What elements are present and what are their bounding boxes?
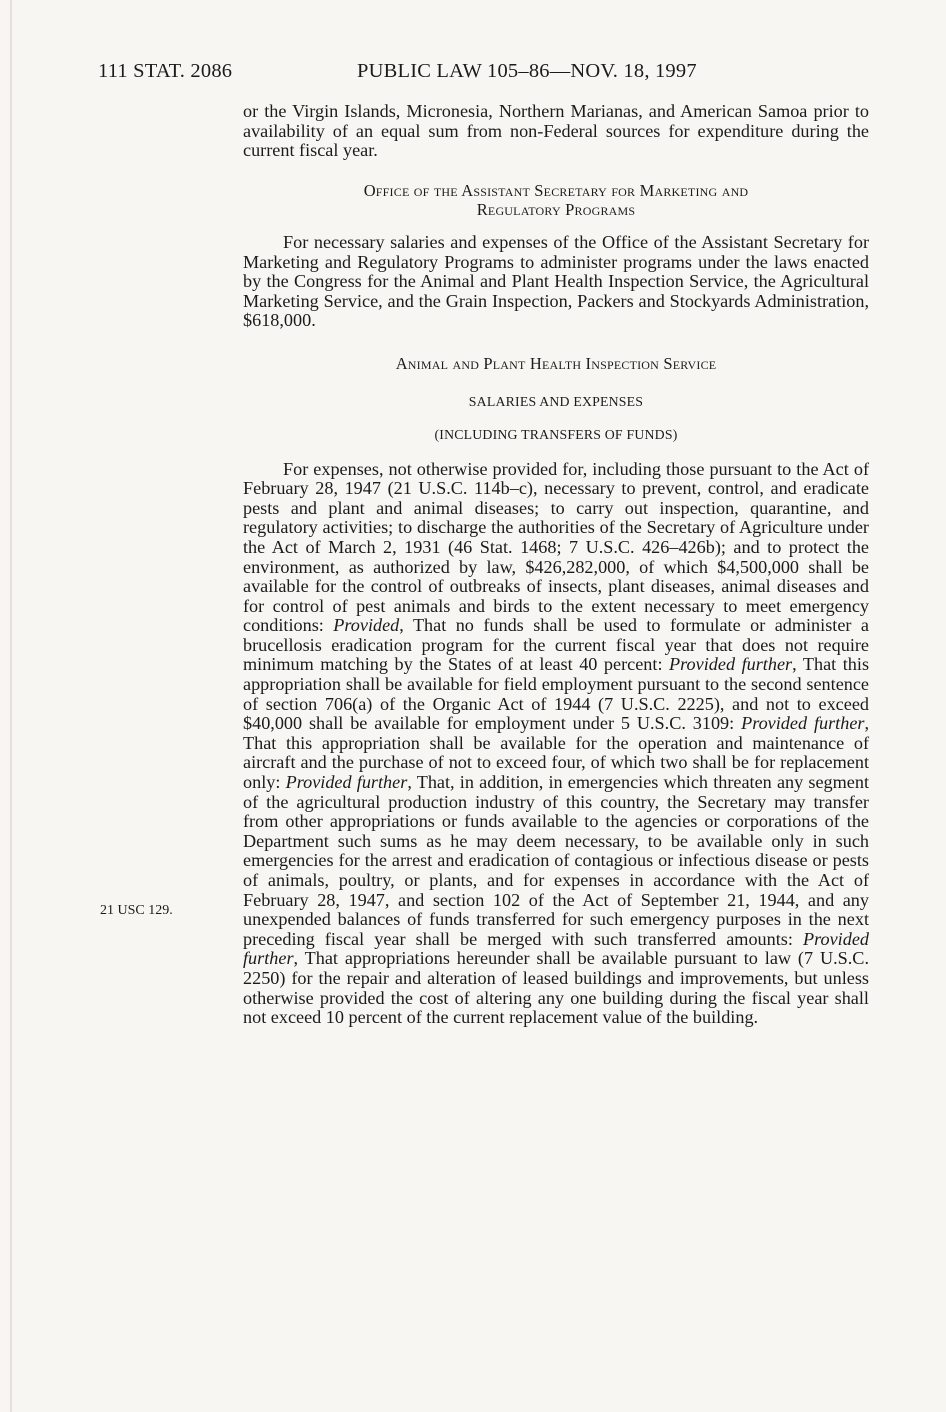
aphis-text-1: For expenses, not otherwise provided for, including those pursuant to the Act of February 28, 1947 (21 U.S.C. 114b–c), necessary to prevent, control, and eradicate pests and plant and animal diseases; to carry out inspection, quarantine, and regulatory activities; to discharge the authorities of the Secretary of Agriculture under the Act of March 2, 1931 (46 Stat. 1468; 7 U.S.C. 426–426b); and to protect the environment, as authorized by law, $426,282,000, of which $4,500,000 shall be available for the control of outbreaks of insects, plant diseases, animal diseases and for control of pest animals and birds to the extent necessary to meet emergency conditions: [243,458,869,636]
aphis-text-2: , That no funds shall be used to formulate or administer a brucellosis eradication program for the current fiscal year that does not require minimum matching by the States of at least 40 percent: [243,615,869,675]
proviso-1: Provided [333,615,400,636]
stat-citation: 111 STAT. 2086 [98,60,233,82]
aphis-text-5: , That, in addition, in emergencies which threaten any segment of the agricultural production industry of this country, the Secretary may transfer from other appropriations or funds available to the agencies or corporations of the Department such sums as he may deem necessary, to be available only in such emergencies for the arrest and eradication of contagious or infectious disease or pests of animals, poultry, or plants, and for expenses in accordance with the Act of February 28, 1947, and section 102 of the Act of September 21, 1944, and any unexpended balances of funds transferred for such emergency purposes in the next preceding fiscal year shall be merged with such transferred amounts: [243,772,870,949]
office-paragraph: For necessary salaries and expenses of the Office of the Assistant Secretary for Marketing and Regulatory Programs to administer programs under the laws enacted by the Congress for the Animal and Plant Health Inspection Service, the Agricultural Marketing Service, and the Grain Inspection, Packers and Stockyards Administration, $618,000. [243,231,869,331]
aphis-text-6: , That appropriations hereunder shall be available pursuant to law (7 U.S.C. 2250) for the repair and alteration of leased buildings and improvements, but unless otherwise provided the cost of altering any one building during the fiscal year shall not exceed 10 percent of the current replacement value of the building. [243,948,869,1028]
page-gutter-line [10,0,12,1412]
carryover-paragraph: or the Virgin Islands, Micronesia, Northern Marianas, and American Samoa prior to availability of an equal sum from non-Federal sources for expenditure during the current fiscal year. [243,101,869,161]
proviso-5: Provided further [243,928,869,969]
body-column [243,102,869,1028]
proviso-3: Provided further [741,713,865,734]
section-heading-office-line2: Regulatory Programs [476,200,636,220]
aphis-text-3: , That this appropriation shall be available for field employment pursuant to the second sentence of section 706(a) of the Organic Act of 1944 (7 U.S.C. 2225), and not to exceed $40,000 shall be available for employment under 5 U.S.C. 3109: [243,654,870,734]
subheading-salaries: SALARIES AND EXPENSES [468,393,644,409]
proviso-4: Provided further [285,772,408,793]
subheading-transfers: (INCLUDING TRANSFERS OF FUNDS) [434,426,678,442]
proviso-2: Provided further [669,654,793,675]
margin-note: 21 USC 129. [100,903,173,918]
section-heading-office [243,181,869,220]
aphis-text-4: , That this appropriation shall be available for the operation and maintenance of aircraft and the purchase of not to exceed four, of which two shall be for replacement only: [243,713,870,793]
section-heading-office-line1: Office of the Assistant Secretary for Marketing and [363,180,749,200]
running-head [98,60,868,90]
aphis-paragraph [243,460,869,1028]
public-law-title: PUBLIC LAW 105–86—NOV. 18, 1997 [357,60,697,82]
section-heading-aphis: Animal and Plant Health Inspection Service [395,353,717,373]
